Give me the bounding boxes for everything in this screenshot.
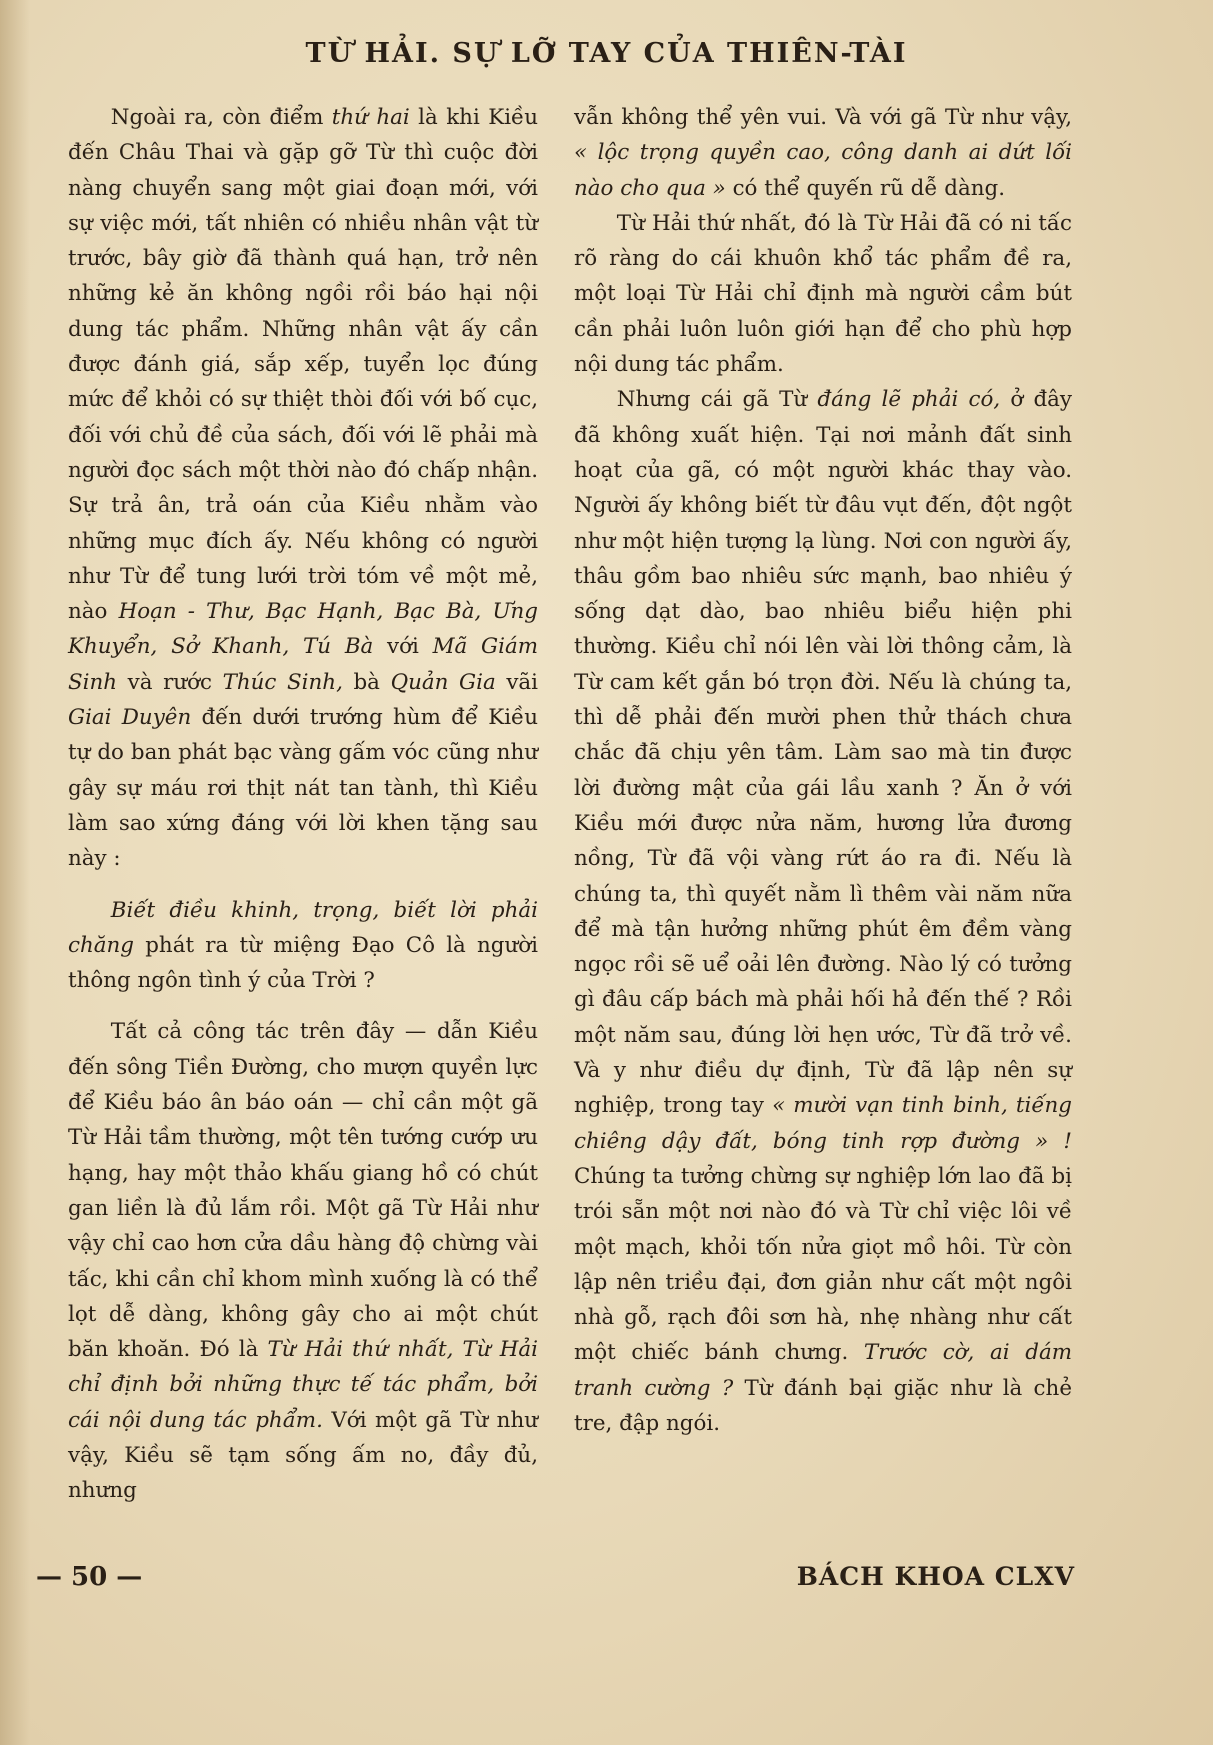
- text-run: ở đây đã không xuất hiện. Tại nơi mảnh đất sinh hoạt của gã, có một người khác thay vào. Người ấy không biết từ đâu vụt đến, đột ngột như một hiện tượng lạ lùng. Nơi con người ấy, thâu gồm bao nhiêu sức mạnh, bao nhiêu ý sống dạt dào, bao nhiêu biểu hiện phi thường. Kiều chỉ nói lên vài lời thông cảm, là Từ cam kết gắn bó trọn đời. Nếu là chúng ta, thì dễ phải đến mười phen thử thách chưa chắc đã chịu yên tâm. Làm sao mà tin được lời đường mật của gái lầu xanh ? Ăn ở với Kiều mới được nửa năm, hương lửa đương nồng, Từ đã vội vàng rứt áo ra đi. Nếu là chúng ta, thì quyết nằm lì thêm vài năm nữa để mà tận hưởng những phút êm đềm vàng ngọc rồi sẽ uể oải lên đường. Nào lý có tưởng gì đâu cấp bách mà phải hối hả đến thế ? Rồi một năm sau, đúng lời hẹn ước, Từ đã trở về. Và y như điều dự định, Từ đã lập nên sự nghiệp, trong tay: [574, 387, 1072, 1119]
- running-header: TỪ HẢI. SỰ LỠ TAY CỦA THIÊN-TÀI: [305, 38, 908, 69]
- publication-name: BÁCH KHOA CLXV: [796, 1562, 1075, 1591]
- left-paragraph-1: [68, 100, 538, 877]
- left-column: [68, 100, 538, 1509]
- paragraph-gap: [68, 877, 538, 893]
- text-run: Ngoài ra, còn điểm: [110, 105, 332, 130]
- paragraph-gap: [68, 998, 538, 1014]
- italic-run: Quản Gia: [390, 669, 496, 695]
- text-run: Nhưng cái gã Từ: [616, 387, 818, 413]
- italic-run: Biết điều khinh, trọng, biết lời phải chăng: [68, 897, 538, 958]
- text-run: Từ Hải thứ nhất, đó là Từ Hải đã có ni tấc rõ ràng do cái khuôn khổ tác phẩm đề ra, một loại Từ Hải chỉ định mà người cầm bút cần phải luôn luôn giới hạn để cho phù hợp nội dung tác phẩm.: [574, 210, 1072, 378]
- text-run: phát ra từ miệng Đạo Cô là người thông ngôn tình ý của Trời ?: [68, 932, 538, 994]
- text-run: vãi: [495, 669, 538, 695]
- italic-run: Thúc Sinh,: [222, 669, 343, 695]
- text-run: bà: [342, 669, 391, 695]
- italic-run: đáng lẽ phải có,: [817, 387, 1001, 413]
- italic-run: Giai Duyên: [68, 705, 192, 731]
- text-run: Chúng ta tưởng chừng sự nghiệp lớn lao đã bị trói sẵn một nơi nào đó và Từ chỉ việc lôi về một mạch, khỏi tốn nửa giọt mồ hôi. Từ còn lập nên triều đại, đơn giản như cất một ngôi nhà gỗ, rạch đôi sơn hà, nhẹ nhàng như cất một chiếc bánh chưng.: [574, 1163, 1072, 1366]
- left-paragraph-3: [68, 1014, 538, 1508]
- text-run: với: [373, 634, 433, 660]
- italic-run: Hoạn - Thư, Bạc Hạnh, Bạc Bà, Ưng Khuyển, Sở Khanh, Tú Bà: [68, 599, 538, 660]
- italic-run: thứ hai: [331, 105, 410, 130]
- right-column: [574, 100, 1072, 1441]
- italic-run: Mã Giám Sinh: [68, 634, 539, 695]
- text-run: Tất cả công tác trên đây — dẫn Kiều đến sông Tiền Đường, cho mượn quyền lực để Kiều báo ân báo oán — chỉ cần một gã Từ Hải tầm thường, một tên tướng cướp ưu hạng, hay một thảo khấu giang hồ có chút gan liền là đủ lắm rồi. Một gã Từ Hải như vậy chỉ cao hơn cửa dầu hàng độ chừng vài tấc, khi cần chỉ khom mình xuống là có thể lọt dễ dàng, không gây cho ai một chút băn khoăn. Đó là: [68, 1019, 538, 1363]
- page-number: — 50 —: [36, 1562, 143, 1592]
- italic-run: « mười vạn tinh binh, tiếng chiêng dậy đất, bóng tinh rợp đường » !: [574, 1093, 1073, 1154]
- right-paragraph-1: [574, 100, 1072, 206]
- text-run: vẫn không thể yên vui. Và với gã Từ như vậy,: [574, 105, 1072, 130]
- right-paragraph-2: [574, 206, 1072, 382]
- text-run: có thể quyến rũ dễ dàng.: [725, 175, 1006, 201]
- text-run: đến dưới trướng hùm để Kiều tự do ban phát bạc vàng gấm vóc cũng như gây sự máu rơi thịt nát tan tành, thì Kiều làm sao xứng đáng với lời khen tặng sau này :: [68, 705, 538, 872]
- page-edge-shadow: [0, 0, 30, 1745]
- text-run: và rước: [117, 669, 223, 695]
- text-run: Từ đánh bại giặc như là chẻ tre, đập ngói.: [574, 1375, 1072, 1436]
- left-paragraph-2: [68, 893, 538, 999]
- text-run: là khi Kiều đến Châu Thai và gặp gỡ Từ thì cuộc đời nàng chuyển sang một giai đoạn mới, với sự việc mới, tất nhiên có nhiều nhân vật từ trước, bây giờ đã thành quá hạn, trở nên những kẻ ăn không ngồi rồi báo hại nội dung tác phẩm. Những nhân vật ấy cần được đánh giá, sắp xếp, tuyển lọc đúng mức để khỏi có sự thiệt thòi đối với bố cục, đối với chủ đề của sách, đối với lẽ phải mà người đọc sách một thời nào đó chấp nhận. Sự trả ân, trả oán của Kiều nhằm vào những mục đích ấy. Nếu không có người như Từ để tung lưới trời tóm về một mẻ, nào: [68, 105, 538, 625]
- right-paragraph-3: [574, 382, 1072, 1441]
- text-run: Với một gã Từ như vậy, Kiều sẽ tạm sống ấm no, đầy đủ, nhưng: [68, 1407, 538, 1504]
- italic-run: Từ Hải thứ nhất, Từ Hải chỉ định bởi những thực tế tác phẩm, bởi cái nội dung tác phẩm.: [68, 1337, 538, 1433]
- italic-run: « lộc trọng quyền cao, công danh ai dứt lối nào cho qua »: [574, 140, 1072, 201]
- italic-run: Trước cờ, ai dám tranh cường ?: [574, 1340, 1072, 1401]
